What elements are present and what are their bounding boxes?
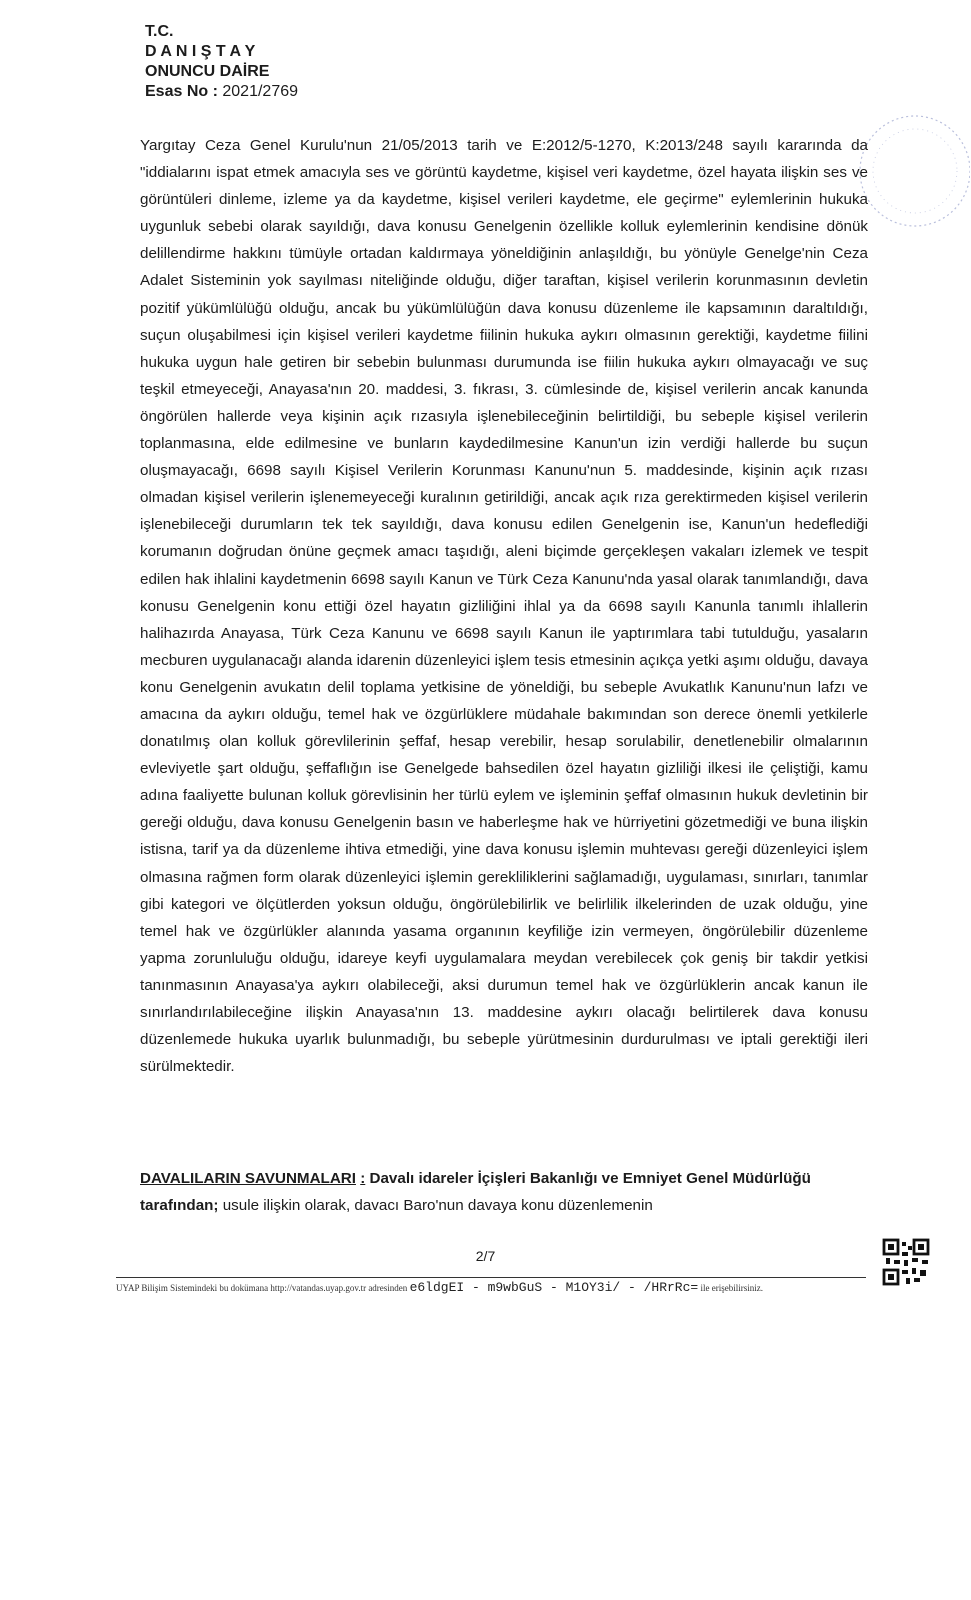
footer-suffix: ile erişebilirsiniz. bbox=[700, 1283, 763, 1293]
qr-code-icon bbox=[882, 1238, 930, 1286]
defense-label: DAVALILARIN SAVUNMALARI bbox=[140, 1170, 356, 1187]
chamber-name: ONUNCU DAİRE bbox=[145, 63, 270, 80]
document-header bbox=[145, 22, 298, 102]
defense-parties: Davalı idareler İçişleri Bakanlığı ve Emniyet Genel Müdürlüğü tarafından; bbox=[140, 1170, 811, 1214]
body-paragraph: Yargıtay Ceza Genel Kurulu'nun 21/05/2013 tarih ve E:2012/5-1270, K:2013/248 sayılı kararında da "iddialarını ispat etmek amacıyla ses ve görüntü kaydetme, kişisel veri kaydetme, özel hayata ilişkin ses ve görüntüleri dinleme, izleme ya da kaydetme, kişisel verileri kaydetme, ele geçirme" eylemlerinin hukuka uygunluk sebebi olarak sayıldığı, dava konusu Genelgenin özellikle kolluk eylemlerinin kendisine dönük delillendirme hakkını tümüyle ortadan kaldırmaya yöneldiğinin anlaşıldığı, bu yönüyle Genelge'nin Ceza Adalet Sisteminin yok sayılması niteliğinde olduğu, diğer taraftan, kişisel verilerin korunmasının devletin pozitif yükümlülüğü olduğu, ancak bu yükümlülüğün dava konusu düzenleme ile kapsamının daraltıldığı, suçun oluşabilmesi için kişisel verileri kaydetme fiilinin hukuka aykırı olmasının gerektiği, kaydetme fiilini hukuka uygun hale getiren bir sebebin bulunması durumunda ise fiilin hukuka aykırı olmayacağı ve suç teşkil etmeyeceği, Anayasa'nın 20. maddesi, 3. fıkrası, 3. cümlesinde de, kişisel verilerin ancak kanunda öngörülen hallerde veya kişinin açık rızasıyla işlenebileceğinin belirtildiği, bu sebeple kişisel verilerin toplanmasına, elde edilmesine ve bunların kaydedilmesine Kanun'un izin verdiği hallerde bu suçun oluşmayacağı, 6698 sayılı Kişisel Verilerin Korunması Kanunu'nun 5. maddesinde, kişinin açık rızası olmadan kişisel verilerin işlenemeyeceği kuralının getirildiği, ancak açık rıza gerektirmeden kişisel verilerin işlenebileceği durumların tek tek sayıldığı, dava konusu edilen Genelgenin ise, Kanun'un hedeflediği korumanın doğrudan önüne geçmek amacı taşıdığı, aleni biçimde gerçekleşen vakaları izlemek ve tespit edilen hak ihlalini kaydetmenin 6698 sayılı Kanun ve Türk Ceza Kanunu'nda yasal olarak tanımlandığı, dava konusu Genelgenin konu ettiği özel hayatın gizliliğini ihlal ya da 6698 sayılı Kanunla tanımlı ihlallerin halihazırda Anayasa, Türk Ceza Kanunu ve 6698 sayılı Kanun ile yaptırımlara tabi tutulduğu, yasaların mecburen uygulanacağı alanda idarenin düzenleyici işlem tesis etmesinin açıkça yetki aşımı olduğu, davaya konu Genelgenin avukatın delil toplama yetkisine de yöneldiği, bu sebeple Avukatlık Kanunu'nun lafzı ve amacına da aykırı olduğu, temel hak ve özgürlüklere müdahale bakımından son derece önemli yetkilerle donatılmış olan kolluk görevlilerinin şeffaf, hesap verebilir, hesap sorulabilir, denetlenebilir olmalarının evleviyetle şart olduğu, şeffaflığın ise Genelgede bahsedilen özel hayatın gizliliği ilkesi ile çeliştiği, kamu adına faaliyette bulunan kolluk görevlisinin her türlü eylem ve işleminin şeffaf olmasının hukuk devletinin bir gereği olduğu, dava konusu Genelgenin basın ve haberleşme hak ve hürriyetini gözetmediği ve buna ilişkin istisna, tarif ya da düzenleme ihtiva etmediği, yine dava konusu işlemin muhtevası gereği düzenleyici işlem olmasına rağmen form olarak düzenleyici işlemin gerekliliklerini sağlamadığı, uygulaması, sınırları, tanımlar gibi kategori ve ölçütlerden yoksun olduğu, öngörülebilirlik ve belirlilik ilkelerinden de uzak olduğu, yine temel hak ve özgürlükler alanında yasama organının keyfiliğe izin vermeyen, öngörülebilir düzenleme yapma zorunluluğu olduğu, idareye keyfi uygulamalara meydan verebilecek çok geniş bir takdir yetkisi tanınmasının Anayasa'ya aykırı olabileceği, aksi durumun temel hak ve özgürlüklerin ancak kanun ile sınırlandırılabileceğine ilişkin Anayasa'nın 13. maddesine aykırı olacağı belirtilerek dava konusu düzenlemede hukuka uyarlık bulunmadığı, bu sebeple yürütmesinin durdurulması ve iptali gerektiği ileri sürülmektedir. bbox=[140, 137, 868, 1076]
esas-number bbox=[145, 82, 298, 102]
footer-divider bbox=[116, 1277, 866, 1278]
tc-label: T.C. bbox=[145, 23, 174, 40]
esas-value: 2021/2769 bbox=[222, 83, 299, 100]
footer-verification-code: e6ldgEI - m9wbGuS - M1OY3i/ - /HRrRc= bbox=[409, 1280, 699, 1295]
footer-prefix: UYAP Bilişim Sistemindeki bu dokümana http://vatandas.uyap.gov.tr adresinden bbox=[116, 1283, 408, 1293]
court-name: D A N I Ş T A Y bbox=[145, 43, 256, 60]
defense-section bbox=[140, 1165, 868, 1219]
defense-text: usule ilişkin olarak, davacı Baro'nun davaya konu düzenlemenin bbox=[222, 1197, 653, 1214]
body-text bbox=[140, 132, 868, 1080]
page-number: 2/7 bbox=[475, 1248, 496, 1264]
footer bbox=[116, 1280, 876, 1295]
esas-label: Esas No : bbox=[145, 83, 218, 100]
defense-colon: : bbox=[360, 1170, 366, 1187]
